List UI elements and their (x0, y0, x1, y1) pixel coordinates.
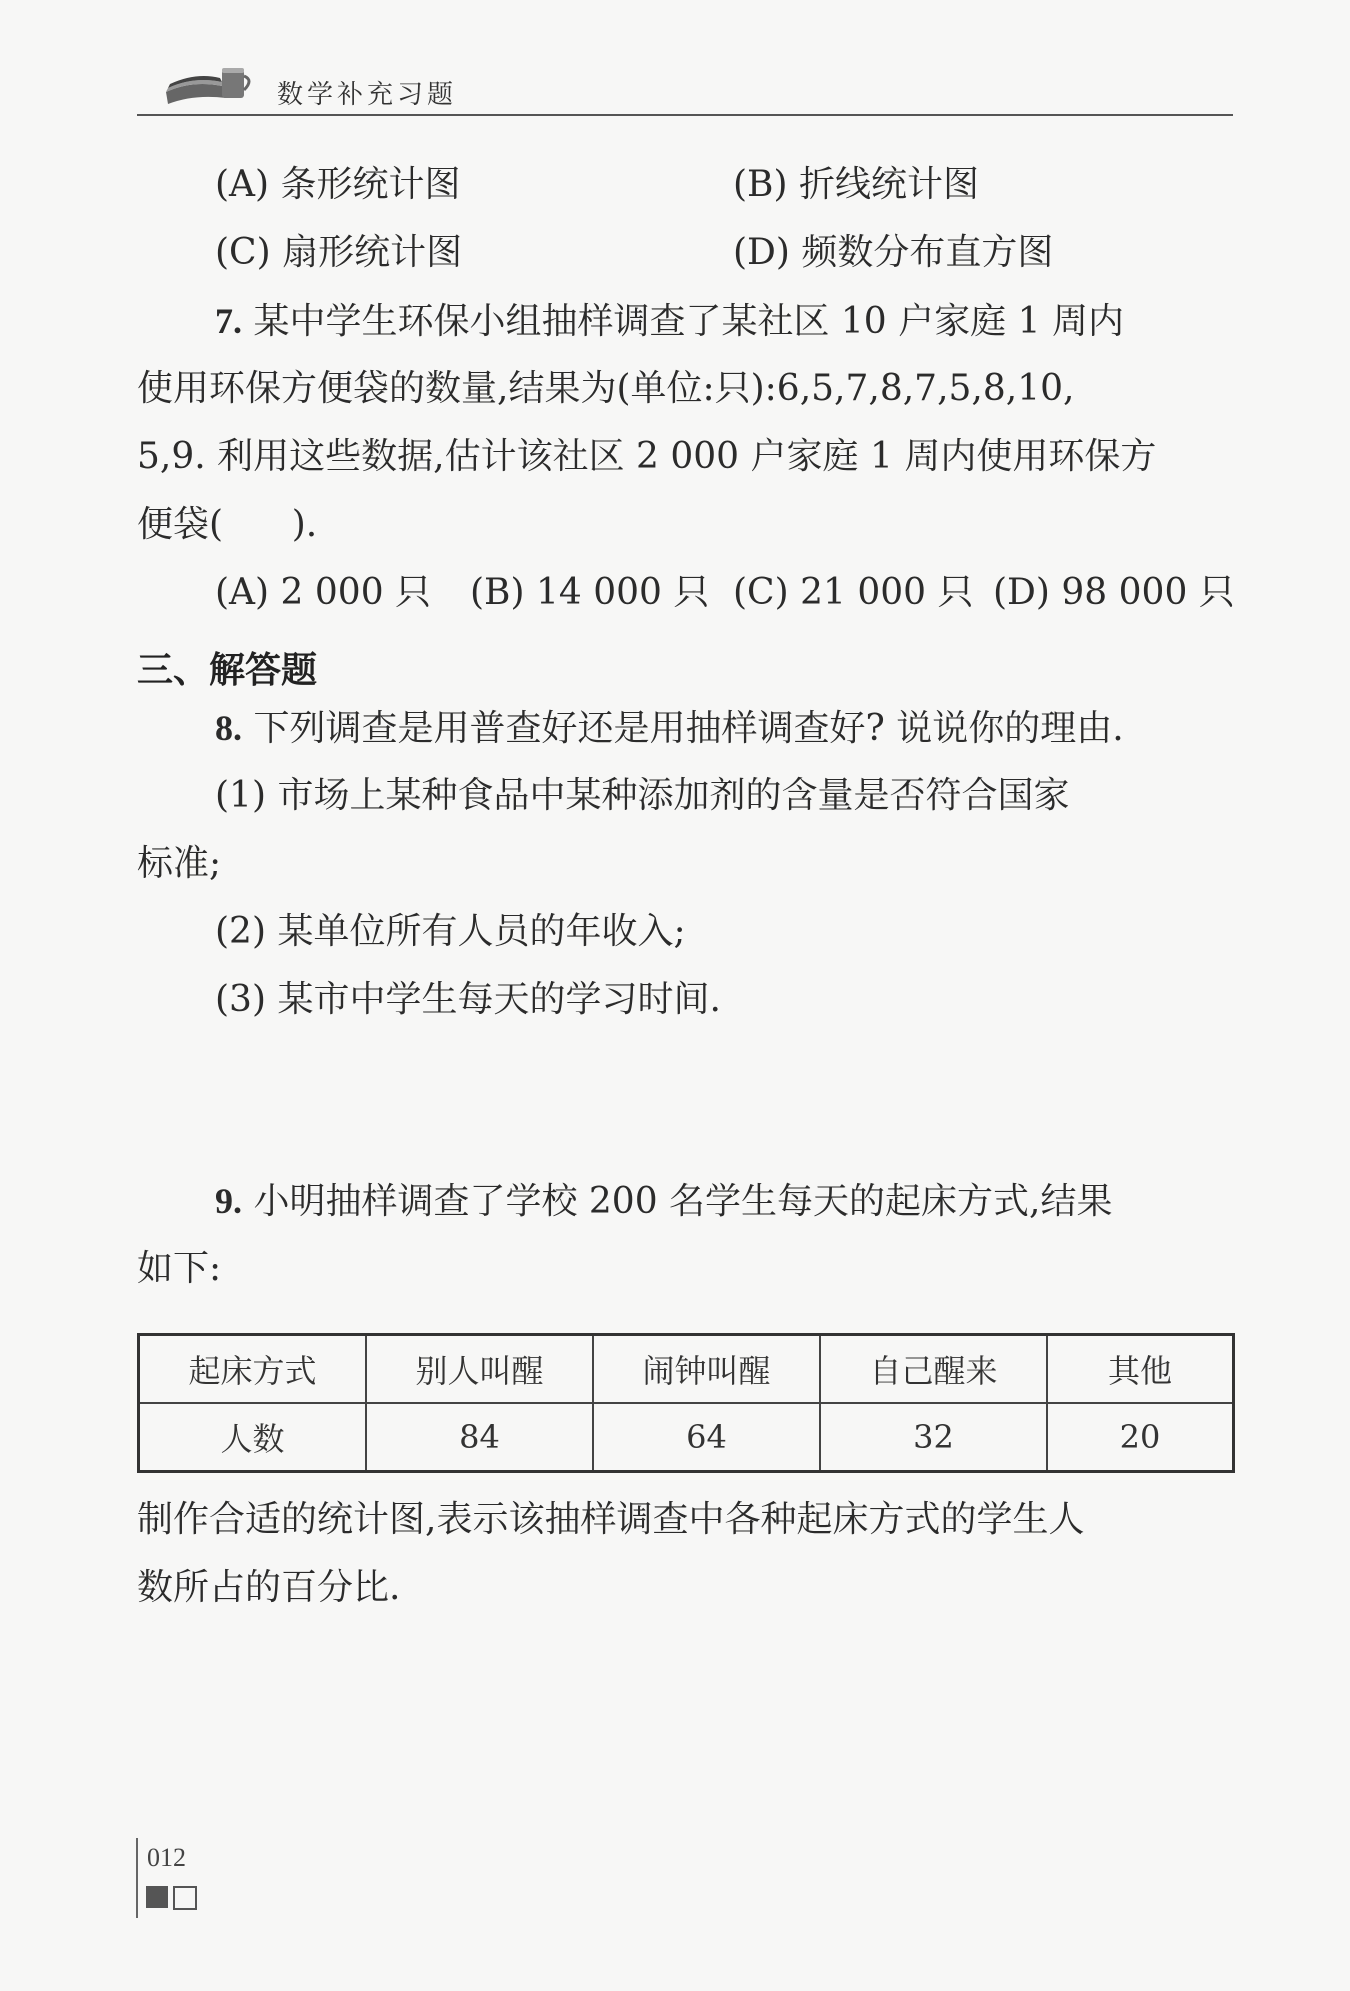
header-title: 数学补充习题 (277, 80, 458, 110)
table-cell: 64 (593, 1403, 820, 1472)
q7-text-1: 某中学生环保小组抽样调查了某社区 10 户家庭 1 周内 (253, 301, 1124, 342)
q7-option-d: (D) 98 000 只 (993, 572, 1235, 613)
q6-option-b: (B) 折线统计图 (733, 164, 979, 205)
q7-line-3: 5,9. 利用这些数据,估计该社区 2 000 户家庭 1 周内使用环保方 (137, 436, 1157, 477)
q6-option-a: (A) 条形统计图 (215, 164, 461, 205)
footer-divider (136, 1838, 138, 1918)
q8-item-1-line-2: 标准; (137, 843, 222, 884)
q7-number: 7. (215, 301, 242, 341)
table-cell: 人数 (139, 1403, 367, 1472)
q8-stem (215, 710, 1124, 747)
q6-option-c: (C) 扇形统计图 (215, 232, 463, 273)
table-cell: 别人叫醒 (366, 1335, 593, 1404)
table-cell: 自己醒来 (820, 1335, 1047, 1404)
page-number: 012 (147, 1843, 186, 1872)
table-header-row (139, 1335, 1234, 1404)
q7-option-c: (C) 21 000 只 (733, 572, 974, 613)
q9-line-1 (215, 1183, 1113, 1220)
table-cell: 20 (1047, 1403, 1234, 1472)
q9-line-2: 如下: (137, 1248, 222, 1289)
q7-option-b: (B) 14 000 只 (470, 572, 710, 613)
q7-line-4: 便袋( ). (137, 504, 318, 545)
section-title: 三、解答题 (137, 650, 318, 691)
table-cell: 84 (366, 1403, 593, 1472)
q7-line-1 (215, 303, 1124, 340)
q8-stem-text: 下列调查是用普查好还是用抽样调查好? 说说你的理由. (253, 708, 1124, 749)
q9-number: 9. (215, 1181, 242, 1221)
table-cell: 其他 (1047, 1335, 1234, 1404)
filled-square-icon (146, 1886, 168, 1908)
q9-after-line-2: 数所占的百分比. (137, 1567, 401, 1608)
q9-after-line-1: 制作合适的统计图,表示该抽样调查中各种起床方式的学生人 (137, 1499, 1085, 1540)
q8-number: 8. (215, 708, 242, 748)
q9-text-1: 小明抽样调查了学校 200 名学生每天的起床方式,结果 (253, 1181, 1113, 1222)
q6-option-d: (D) 频数分布直方图 (733, 232, 1054, 273)
books-cup-icon (162, 58, 252, 110)
q8-item-3: (3) 某市中学生每天的学习时间. (215, 979, 721, 1020)
table-cell: 起床方式 (139, 1335, 367, 1404)
empty-square-icon (173, 1886, 197, 1910)
table-cell: 闹钟叫醒 (593, 1335, 820, 1404)
wake-method-table (137, 1333, 1235, 1473)
table-row (139, 1403, 1234, 1472)
q7-line-2: 使用环保方便袋的数量,结果为(单位:只):6,5,7,8,7,5,8,10, (137, 368, 1075, 409)
page-header (137, 52, 1233, 116)
q8-item-1-line-1: (1) 市场上某种食品中某种添加剂的含量是否符合国家 (215, 775, 1070, 816)
q7-option-a: (A) 2 000 只 (215, 572, 432, 613)
q8-item-2: (2) 某单位所有人员的年收入; (215, 911, 686, 952)
table-cell: 32 (820, 1403, 1047, 1472)
